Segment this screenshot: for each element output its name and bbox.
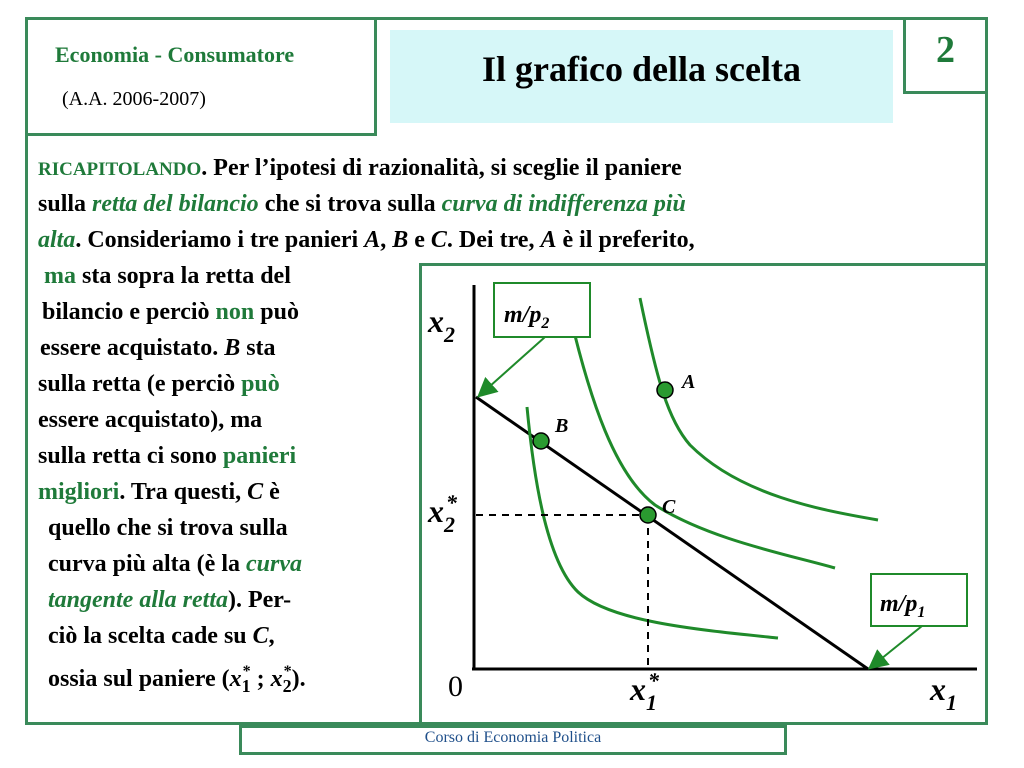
course-year: (A.A. 2006-2007) (62, 88, 206, 110)
text-col-5: essere acquistato), ma (38, 407, 263, 433)
point-a (657, 382, 673, 398)
x1-star-label: $x_1$ (630, 671, 657, 715)
text-col-12: ossia sul paniere ($x_1^*$ ; $x_2^*$). (48, 663, 306, 696)
x1-star-asterisk: * (648, 668, 659, 693)
m-p1-label: $m/p_1$ (880, 591, 926, 621)
point-b (533, 433, 549, 449)
text-line-1: RICAPITOLANDO. Per l’ipotesi di razionalità, si sceglie il paniere (38, 155, 682, 181)
point-c-label: C (662, 496, 676, 518)
text-col-4: sulla retta (e perciò può (38, 371, 280, 397)
course-title: Economia - Consumatore (55, 42, 295, 67)
m-p1-arrow (871, 626, 922, 667)
indifference-curve-high (640, 298, 878, 520)
slide-number: 2 (936, 29, 955, 71)
m-p2-label: $m/p_2$ (504, 302, 550, 332)
point-c (640, 507, 656, 523)
point-a-label: A (682, 371, 696, 393)
indifference-curve-mid (570, 315, 835, 568)
text-col-6: sulla retta ci sono panieri (38, 443, 297, 469)
text-line-3: alta. Consideriamo i tre panieri A, B e C. Dei tre, A è il preferito, (38, 227, 695, 253)
point-b-label: B (555, 415, 569, 437)
text-col-11: ciò la scelta cade su C, (48, 623, 275, 649)
m-p2-arrow (480, 337, 545, 395)
text-col-7: migliori. Tra questi, C è (38, 479, 280, 505)
text-col-2: bilancio e perciò non può (42, 299, 299, 325)
text-col-10: tangente alla retta). Per- (48, 587, 292, 613)
text-line-2: sulla retta del bilancio che si trova sulla curva di indifferenza più (38, 191, 686, 217)
x2-star-asterisk: * (446, 490, 457, 515)
text-col-8: quello che si trova sulla (48, 515, 288, 541)
text-col-3: essere acquistato. B sta (40, 335, 276, 361)
text-col-1: ma sta sopra la retta del (44, 263, 291, 289)
x-axis-label: $x_1$ (930, 671, 957, 715)
x2-star-label: $x_2$ (428, 493, 455, 537)
slide-title: Il grafico della scelta (482, 49, 801, 89)
y-axis-label: $x_2$ (428, 303, 455, 347)
text-col-9: curva più alta (è la curva (48, 551, 302, 577)
recap-label: RICAPITOLANDO (38, 159, 202, 180)
origin-label: 0 (448, 670, 463, 703)
footer-text: Corso di Economia Politica (424, 729, 602, 746)
